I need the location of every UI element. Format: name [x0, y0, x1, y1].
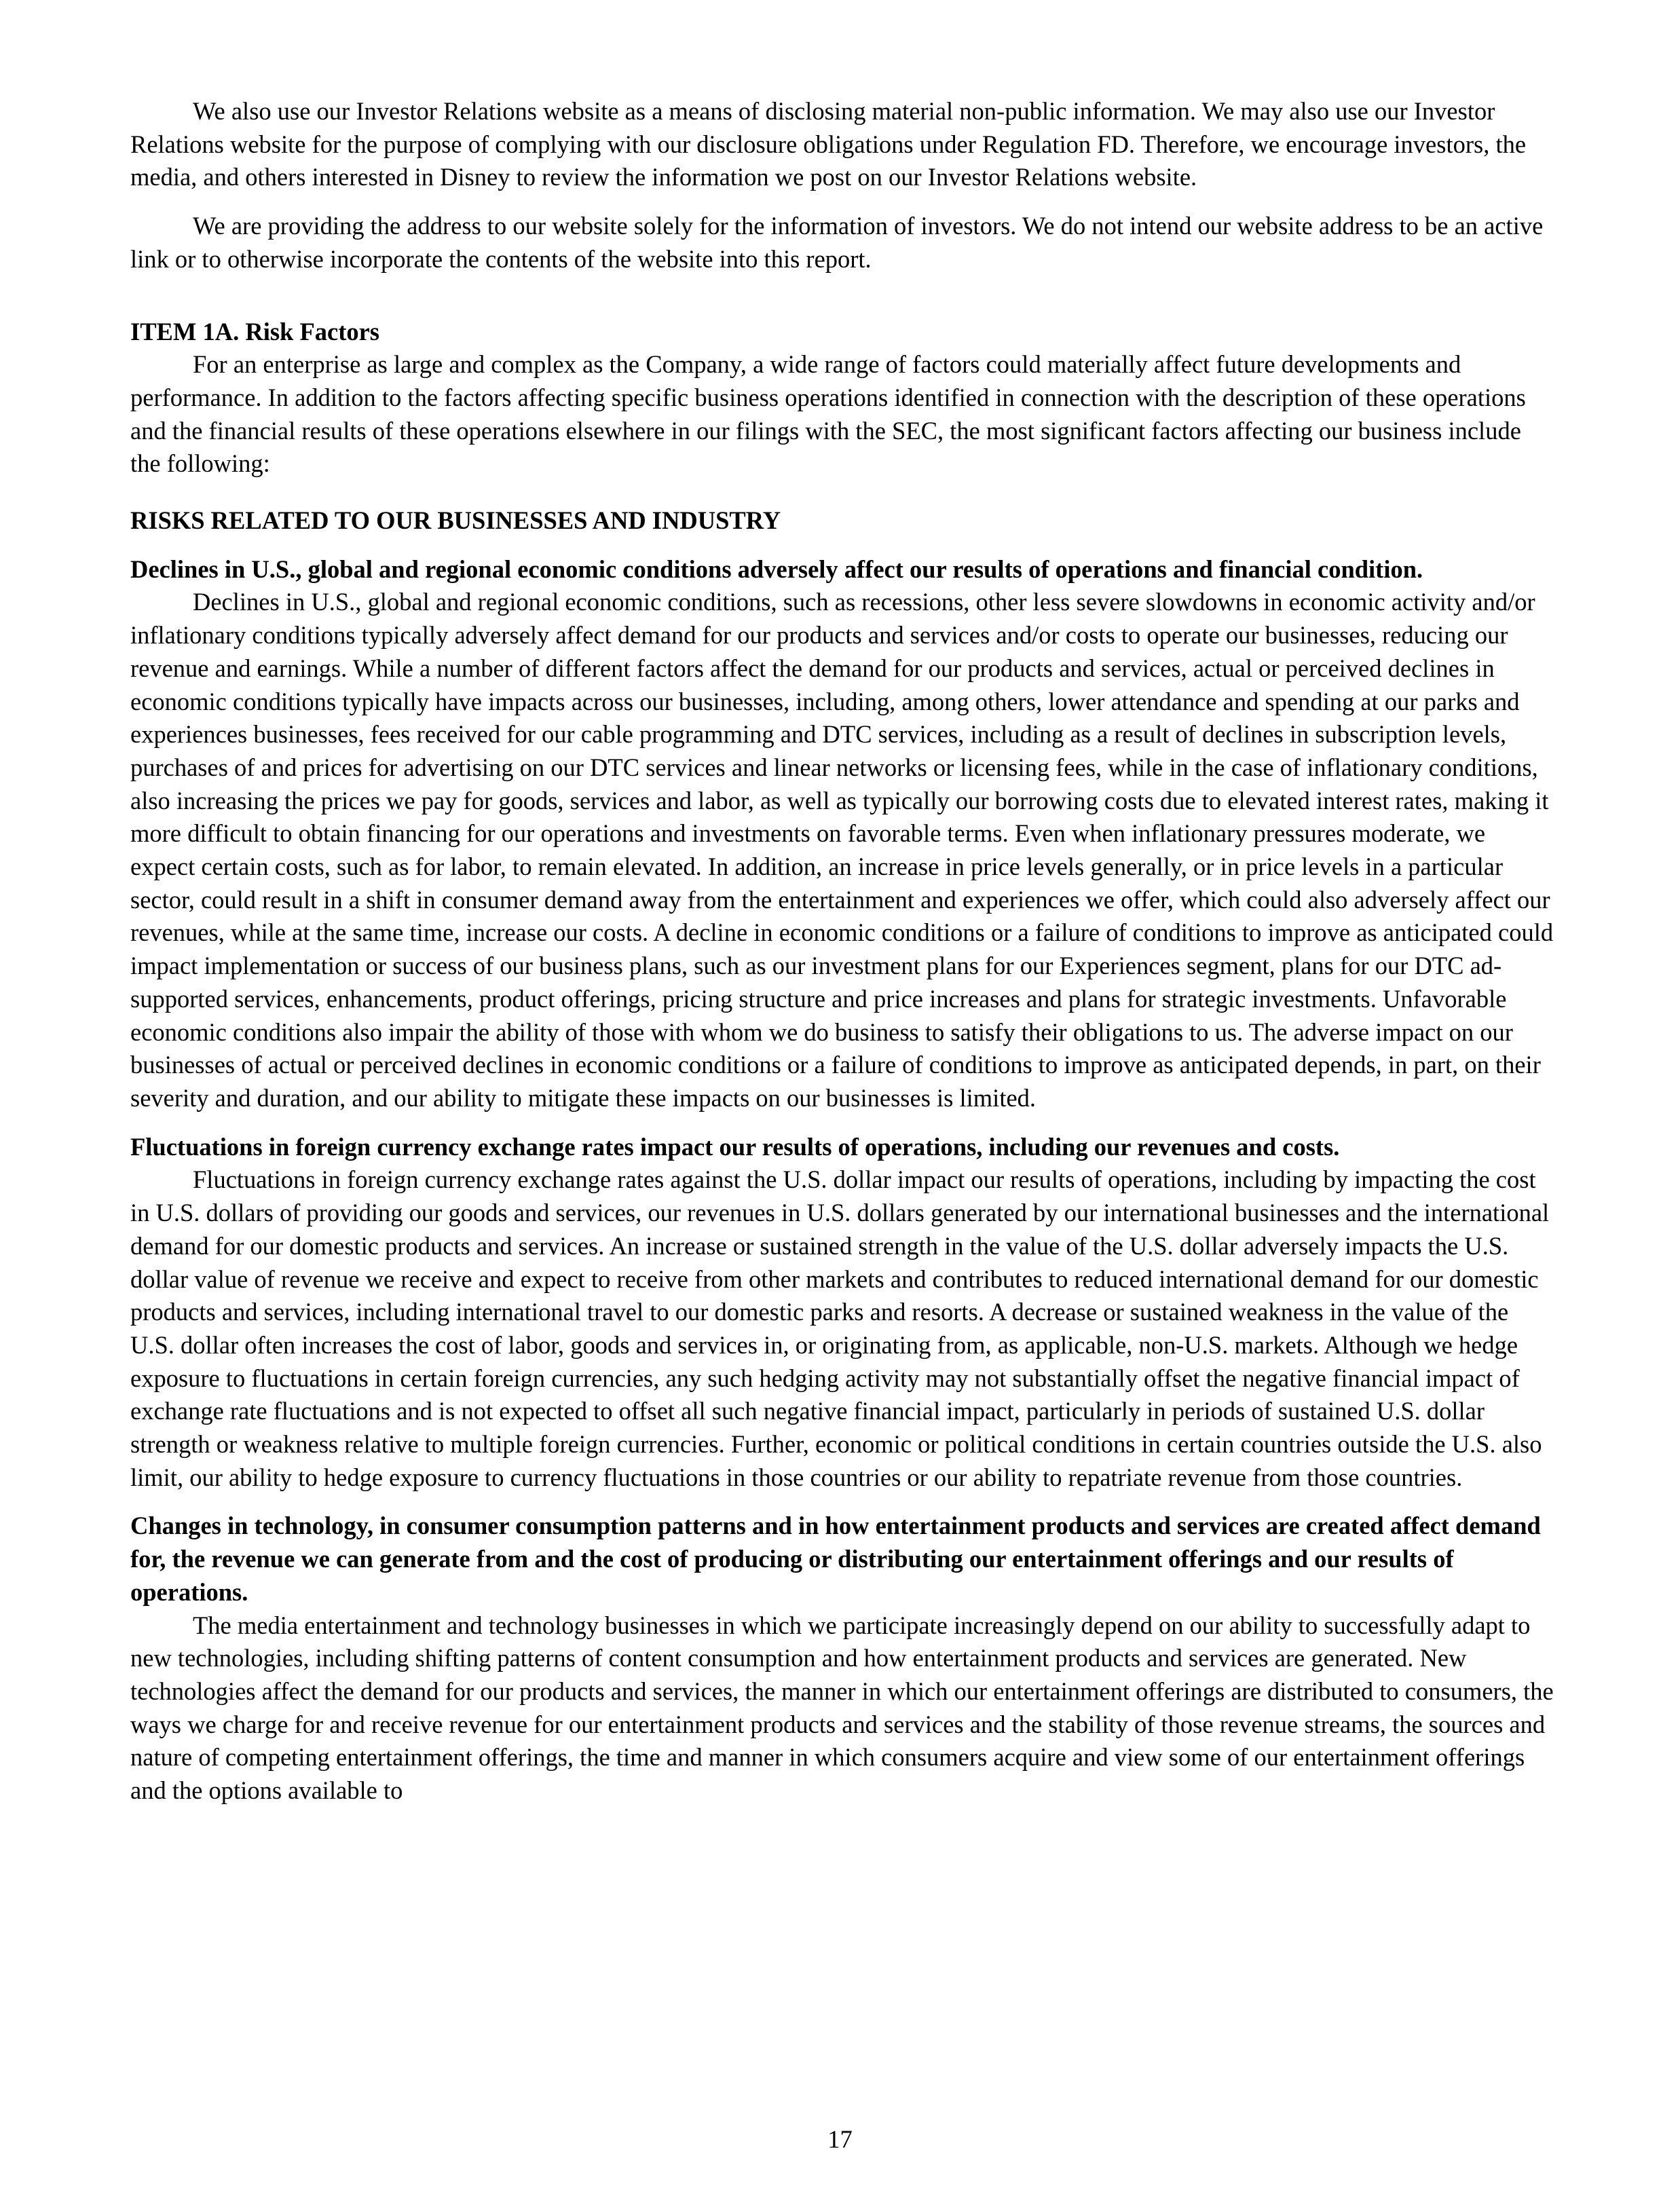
- intro-paragraph-website-address: We are providing the address to our website solely for the information of investors. We do not intend our website address to be an active link or to otherwise incorporate the contents of the website into this report.: [130, 212, 1544, 273]
- risk-body-currency-exchange: Fluctuations in foreign currency exchange rates against the U.S. dollar impact our results of operations, including by impacting the cost in U.S. dollars of providing our goods and services, our revenues in U.S. dollars generated by our international businesses and the international demand for our domestic products and services. An increase or sustained strength in the value of the U.S. dollar adversely impacts the U.S. dollar value of revenue we receive and expect to receive from other markets and contributes to reduced international demand for our domestic products and services, including international travel to our domestic parks and resorts. A decrease or sustained weakness in the value of the U.S. dollar often increases the cost of labor, goods and services in, or originating from, as applicable, non-U.S. markets. Although we hedge exposure to fluctuations in certain foreign currencies, any such hedging activity may not substantially offset the negative financial impact of exchange rate fluctuations and is not expected to offset all such negative financial impact, particularly in periods of sustained U.S. dollar strength or weakness relative to multiple foreign currencies. Further, economic or political conditions in certain countries outside the U.S. also limit, our ability to hedge exposure to currency fluctuations in those countries or our ability to repatriate revenue from those countries.: [130, 1165, 1550, 1491]
- item-1a-intro: For an enterprise as large and complex as the Company, a wide range of factors could materially affect future developments and performance. In addition to the factors affecting specific business operations identified in connection with the description of these operations and the financial results of these operations elsewhere in our filings with the SEC, the most significant factors affecting our business include the following:: [130, 350, 1526, 478]
- risk-body-economic-conditions: Declines in U.S., global and regional economic conditions, such as recessions, other less severe slowdowns in economic activity and/or inflationary conditions typically adversely affect demand for our products and services and/or costs to operate our businesses, reducing our revenue and earnings. While a number of different factors affect the demand for our products and services, actual or perceived declines in economic conditions typically have impacts across our businesses, including, among others, lower attendance and spending at our parks and experiences businesses, fees received for our cable programming and DTC services, including as a result of declines in subscription levels, purchases of and prices for advertising on our DTC services and linear networks or licensing fees, while in the case of inflationary conditions, also increasing the prices we pay for goods, services and labor, as well as typically our borrowing costs due to elevated interest rates, making it more difficult to obtain financing for our operations and investments on favorable terms. Even when inflationary pressures moderate, we expect certain costs, such as for labor, to remain elevated. In addition, an increase in price levels generally, or in price levels in a particular sector, could result in a shift in consumer demand away from the entertainment and experiences we offer, which could also adversely affect our revenues, while at the same time, increase our costs. A decline in economic conditions or a failure of conditions to improve as anticipated could impact implementation or success of our business plans, such as our investment plans for our Experiences segment, plans for our DTC ad-supported services, enhancements, product offerings, pricing structure and price increases and plans for strategic investments. Unfavorable economic conditions also impair the ability of those with whom we do business to satisfy their obligations to us. The adverse impact on our businesses of actual or perceived declines in economic conditions or a failure of conditions to improve as anticipated depends, in part, on their severity and duration, and our ability to mitigate these impacts on our businesses is limited.: [130, 588, 1554, 1112]
- risk-heading-currency-exchange: Fluctuations in foreign currency exchange rates impact our results of operations, including our revenues and costs.: [130, 1132, 1340, 1161]
- intro-paragraph-investor-relations: We also use our Investor Relations website as a means of disclosing material non-public information. We may also use our Investor Relations website for the purpose of complying with our disclosure obligations under Regulation FD. Therefore, we encourage investors, the media, and others interested in Disney to review the information we post on our Investor Relations website.: [130, 97, 1527, 191]
- page-number: 17: [827, 2125, 853, 2153]
- risk-heading-technology-changes: Changes in technology, in consumer consumption patterns and in how entertainment products and services are created affect demand for, the revenue we can generate from and the cost of producing or distributing our entertainment offerings and our results of operations.: [130, 1512, 1541, 1606]
- risk-section-heading: RISKS RELATED TO OUR BUSINESSES AND INDUSTRY: [130, 506, 781, 535]
- document-page: [130, 95, 1556, 1808]
- item-1a-heading: ITEM 1A. Risk Factors: [130, 317, 380, 345]
- risk-heading-economic-conditions: Declines in U.S., global and regional economic conditions adversely affect our results of operations and financial condition.: [130, 555, 1423, 583]
- risk-body-technology-changes: The media entertainment and technology businesses in which we participate increasingly depend on our ability to successfully adapt to new technologies, including shifting patterns of content consumption and how entertainment products and services are generated. New technologies affect the demand for our products and services, the manner in which our entertainment offerings are distributed to consumers, the ways we charge for and receive revenue for our entertainment products and services and the stability of those revenue streams, the sources and nature of competing entertainment offerings, the time and manner in which consumers acquire and view some of our entertainment offerings and the options available to: [130, 1611, 1554, 1805]
